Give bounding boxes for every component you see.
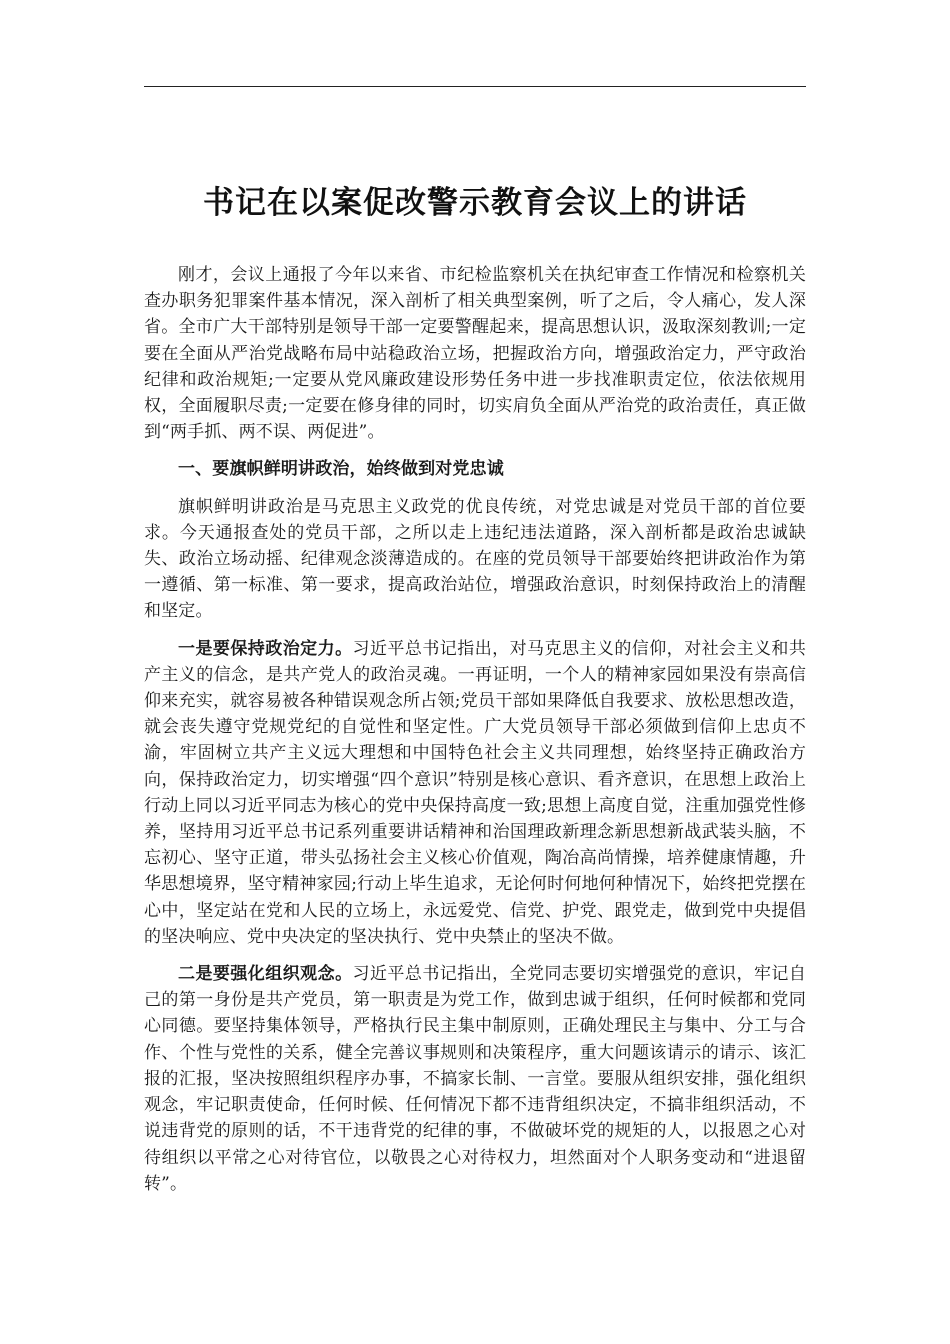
- heading-text: 一、要旗帜鲜明讲政治，始终做到对党忠诚: [178, 459, 504, 480]
- document-body: [144, 262, 806, 1208]
- document-title: 书记在以案促改警示教育会议上的讲话: [203, 185, 747, 221]
- paragraph-point-2: [144, 961, 806, 1197]
- paragraph-text: 习近平总书记指出，全党同志要切实增强党的意识，牢记自己的第一身份是共产党员，第一职责是为党工作，做到忠诚于组织，任何时候都和党同心同德。要坚持集体领导，严格执行民主集中制原则，正确处理民主与集中、分工与合作、个性与党性的关系，健全完善议事规则和决策程序，重大问题该请示的请示、该汇报的汇报，坚决按照组织程序办事，不搞家长制、一言堂。要服从组织安排，强化组织观念，牢记职责使命，任何时候、任何情况下都不违背组织决定，不搞非组织活动，不说违背党的原则的话，不干违背党的纪律的事，不做破坏党的规矩的人，以报恩之心对待组织以平常之心对待官位，以敬畏之心对待权力，坦然面对个人职务变动和“进退留转”。: [144, 964, 806, 1194]
- paragraph-text: 习近平总书记指出，对马克思主义的信仰，对社会主义和共产主义的信念，是共产党人的政治灵魂。一再证明，一个人的精神家园如果没有崇高信仰来充实，就容易被各种错误观念所占领;党员干部如果降低自我要求、放松思想改造，就会丧失遵守党规党纪的自觉性和坚定性。广大党员领导干部必须做到信仰上忠贞不渝，牢固树立共产主义远大理想和中国特色社会主义共同理想，始终坚持正确政治方向，保持政治定力，切实增强“四个意识”特别是核心意识、看齐意识，在思想上政治上行动上同以习近平同志为核心的党中央保持高度一致;思想上高度自觉，注重加强党性修养，坚持用习近平总书记系列重要讲话精神和治国理政新理念新思想新战武装头脑，不忘初心、坚守正道，带头弘扬社会主义核心价值观，陶冶高尚情操，培养健康情趣，升华思想境界，坚守精神家园;行动上毕生追求，无论何时何地何种情况下，始终把党摆在心中，坚定站在党和人民的立场上，永远爱党、信党、护党、跟党走，做到党中央提倡的坚决响应、党中央决定的坚决执行、党中央禁止的坚决不做。: [144, 638, 806, 947]
- paragraph-text: 刚才，会议上通报了今年以来省、市纪检监察机关在执纪审查工作情况和检察机关查办职务犯罪案件基本情况，深入剖析了相关典型案例，听了之后，令人痛心，发人深省。全市广大干部特别是领导干部一定要警醒起来，提高思想认识，汲取深刻教训;一定要在全面从严治党战略布局中站稳政治立场，把握政治方向，增强政治定力，严守政治纪律和政治规矩;一定要从党风廉政建设形势任务中进一步找准职责定位，依法依规用权，全面履职尽责;一定要在修身律的同时，切实肩负全面从严治党的政治责任，真正做到“两手抓、两不误、两促进”。: [144, 265, 806, 443]
- paragraph-point-1: [144, 636, 806, 950]
- paragraph-intro: [144, 262, 806, 445]
- paragraph-section-intro: [144, 494, 806, 625]
- paragraph-text: 旗帜鲜明讲政治是马克思主义政党的优良传统，对党忠诚是对党员干部的首位要求。今天通报查处的党员干部，之所以走上违纪违法道路，深入剖析都是政治忠诚缺失、政治立场动摇、纪律观念淡薄造成的。在座的党员领导干部要始终把讲政治作为第一遵循、第一标准、第一要求，提高政治站位，增强政治意识，时刻保持政治上的清醒和坚定。: [144, 496, 806, 622]
- section-heading-1: [144, 456, 806, 482]
- paragraph-lead: 一是要保持政治定力。: [178, 638, 353, 659]
- paragraph-lead: 二是要强化组织观念。: [178, 964, 353, 985]
- header-rule: [144, 86, 806, 87]
